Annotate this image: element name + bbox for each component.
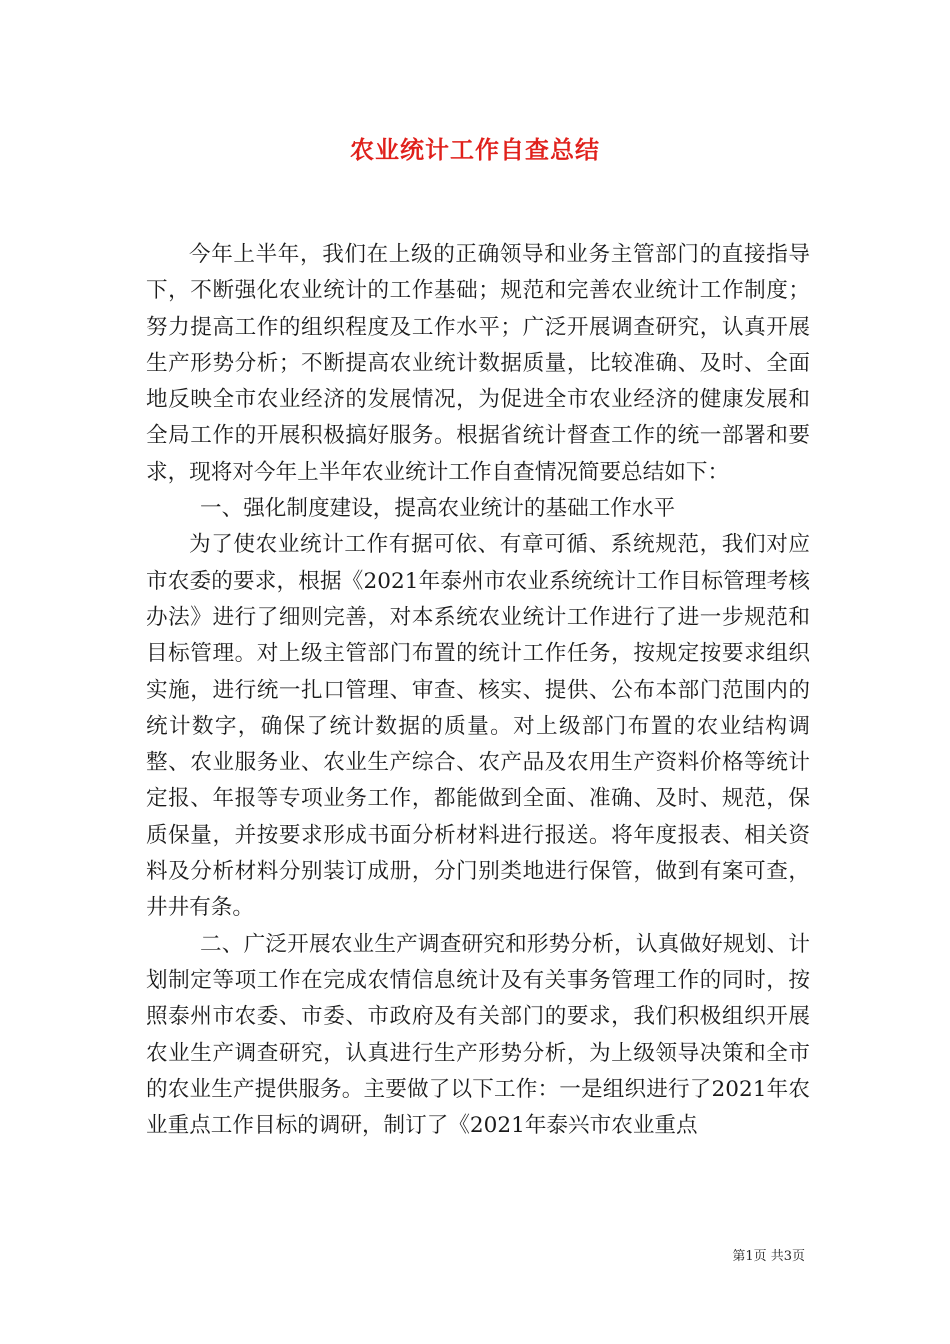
section-heading-2: 二、广泛开展农业生产调查研究和形势分析，认真做好规划、计划制定等项工作在完成农情信息统计及有关事务管理工作的同时，按照泰州市农委、市委、市政府及有关部门的要求，我们积极组织开展农业生产调查研究，认真进行生产形势分析，为上级领导决策和全市的农业生产提供服务。主要做了以下工作：一是组织进行了2021年农业重点工作目标的调研，制订了《2021年泰兴市农业重点	[146, 931, 810, 1139]
document-body	[146, 237, 810, 1144]
document-title: 农业统计工作自查总结	[350, 135, 600, 164]
paragraph-section-1: 为了使农业统计工作有据可依、有章可循、系统规范，我们对应市农委的要求，根据《2021年泰州市农业系统统计工作目标管理考核办法》进行了细则完善，对本系统农业统计工作进行了进一步规范和目标管理。对上级主管部门布置的统计工作任务，按规定按要求组织实施，进行统一扎口管理、审查、核实、提供、公布本部门范围内的统计数字，确保了统计数据的质量。对上级部门布置的农业结构调整、农业服务业、农业生产综合、农产品及农用生产资料价格等统计定报、年报等专项业务工作，都能做到全面、准确、及时、规范，保质保量，并按要求形成书面分析材料进行报送。将年度报表、相关资料及分析材料分别装订成册，分门别类地进行保管，做到有案可查，井井有条。	[146, 532, 810, 921]
section-heading-1: 一、强化制度建设，提高农业统计的基础工作水平	[200, 496, 676, 522]
paragraph-intro: 今年上半年，我们在上级的正确领导和业务主管部门的直接指导下，不断强化农业统计的工作基础；规范和完善农业统计工作制度；努力提高工作的组织程度及工作水平；广泛开展调查研究，认真开展生产形势分析；不断提高农业统计数据质量，比较准确、及时、全面地反映全市农业经济的发展情况，为促进全市农业经济的健康发展和全局工作的开展积极搞好服务。根据省统计督查工作的统一部署和要求，现将对今年上半年农业统计工作自查情况简要总结如下：	[146, 242, 810, 485]
page-number-footer: 第1页 共3页	[732, 1249, 805, 1264]
